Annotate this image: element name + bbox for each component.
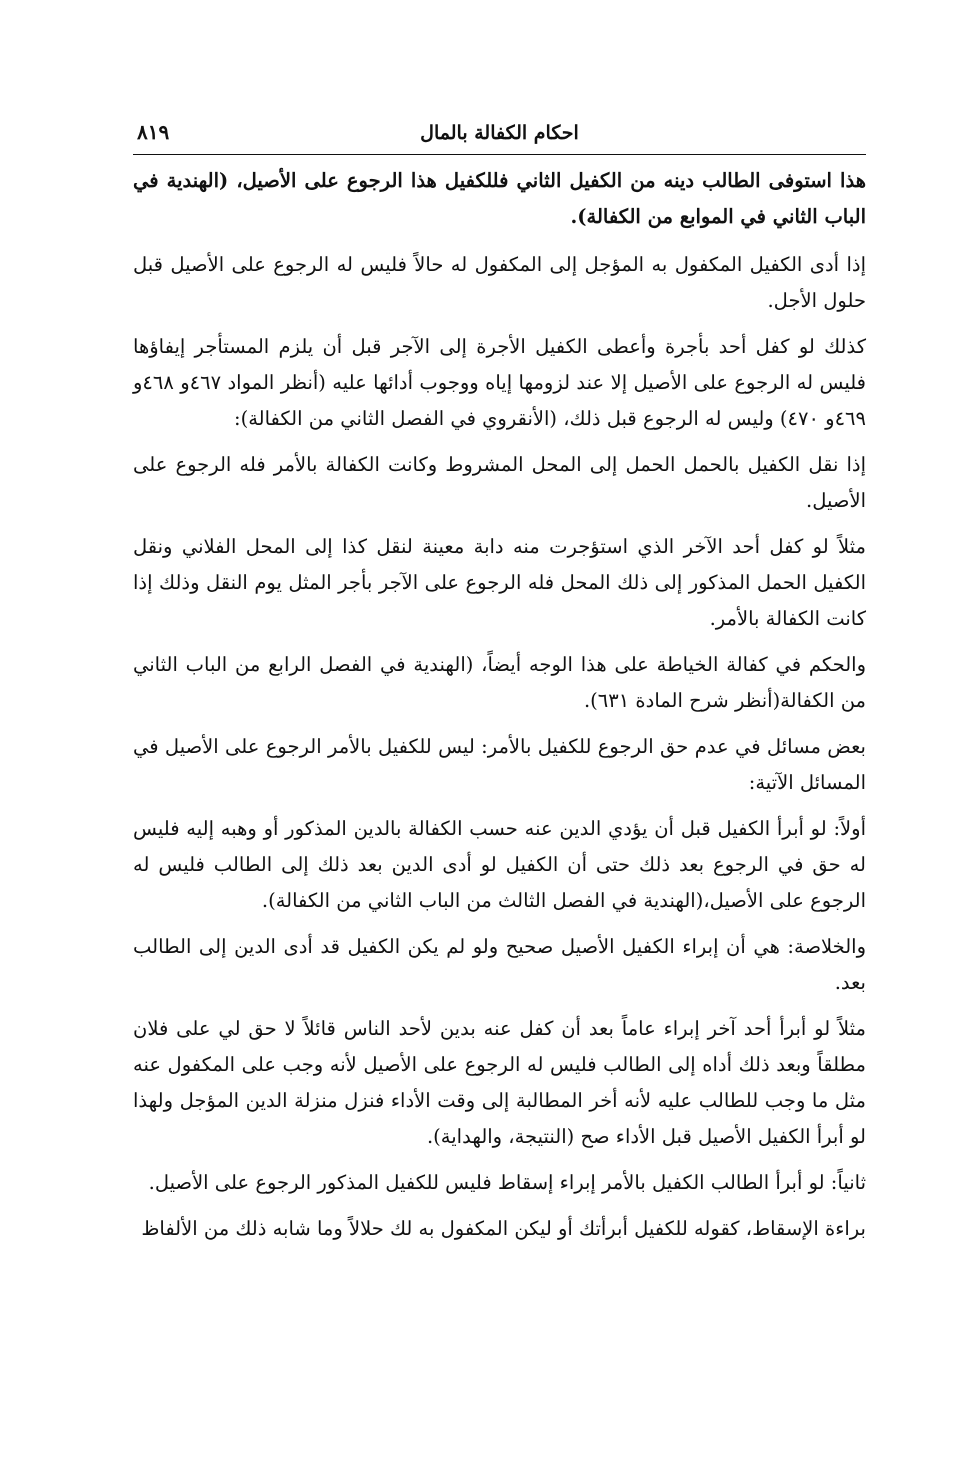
paragraph: كذلك لو كفل أحد بأجرة وأعطى الكفيل الأجرة إلى الآجر قبل أن يلزم المستأجر إيفاؤها فليس له الرجوع على الأصيل إلا عند لزومها إياه ووجوب أدائها عليه (أنظر المواد ٤٦٧و ٤٦٨و ٤٦٩و ٤٧٠) وليس له الرجوع قبل ذلك، (الأنقروي في الفصل الثاني من الكفالة): xyxy=(133,335,866,430)
paragraph: أولاً: لو أبرأ الكفيل قبل أن يؤدي الدين عنه حسب الكفالة بالدين المذكور أو وهبه إليه فليس له حق في الرجوع بعد ذلك حتى أن الكفيل لو أدى الدين بعد ذلك إلى الطالب فليس له الرجوع على الأصيل،(الهندية في الفصل الثالث من الباب الثاني من الكفالة). xyxy=(133,817,866,912)
paragraph: مثلاً لو أبرأ أحد آخر إبراء عاماً بعد أن كفل عنه بدين لأحد الناس قائلاً لا حق لي على فلان مطلقاً وبعد ذلك أداه إلى الطالب فليس له الرجوع على الأصيل لأنه وجب على المكفول عنه مثل ما وجب للطالب عليه لأنه أخر المطالبة إلى وقت الأداء فنزل منزلة الدين المؤجل ولهذا لو أبرأ الكفيل الأصيل قبل الأداء صح (النتيجة، والهداية). xyxy=(133,1017,866,1148)
paragraph: والحكم في كفالة الخياطة على هذا الوجه أيضاً، (الهندية في الفصل الرابع من الباب الثاني من الكفالة(أنظر شرح المادة ٦٣١). xyxy=(133,653,866,712)
paragraph: مثلاً لو كفل أحد الآخر الذي استؤجرت منه دابة معينة لنقل كذا إلى المحل الفلاني ونقل الكفيل الحمل المذكور إلى ذلك المحل فله الرجوع على الآجر بأجر المثل يوم النقل وذلك إذا كانت الكفالة بالأمر. xyxy=(133,535,866,630)
paragraph: والخلاصة: هي أن إبراء الكفيل الأصيل صحيح ولو لم يكن الكفيل قد أدى الدين إلى الطالب بعد. xyxy=(133,935,866,994)
running-title: احكام الكفالة بالمال xyxy=(420,122,579,144)
paragraph: هذا استوفى الطالب دينه من الكفيل الثاني فللكفيل هذا الرجوع على الأصيل، (الهندية في الباب الثاني في الموابع من الكفالة). xyxy=(133,169,866,228)
page-number: ٨١٩ xyxy=(137,120,170,144)
paragraph: براءة الإسقاط، كقوله للكفيل أبرأتك أو ليكن المكفول به لك حلالاً وما شابه ذلك من الألفاظ xyxy=(141,1217,866,1240)
paragraph: ثانياً: لو أبرأ الطالب الكفيل بالأمر إبراء إسقاط فليس للكفيل المذكور الرجوع على الأصيل. xyxy=(148,1171,866,1194)
document-page xyxy=(133,118,866,1257)
paragraph: بعض مسائل في عدم حق الرجوع للكفيل بالأمر: ليس للكفيل بالأمر الرجوع على الأصيل في المسائل الآتية: xyxy=(133,735,866,794)
page-header xyxy=(133,118,866,155)
page-body xyxy=(133,163,866,1247)
paragraph: إذا أدى الكفيل المكفول به المؤجل إلى المكفول له حالاً فليس له الرجوع على الأصيل قبل حلول الأجل. xyxy=(133,253,866,312)
paragraph: إذا نقل الكفيل بالحمل الحمل إلى المحل المشروط وكانت الكفالة بالأمر فله الرجوع على الأصيل. xyxy=(133,453,866,512)
